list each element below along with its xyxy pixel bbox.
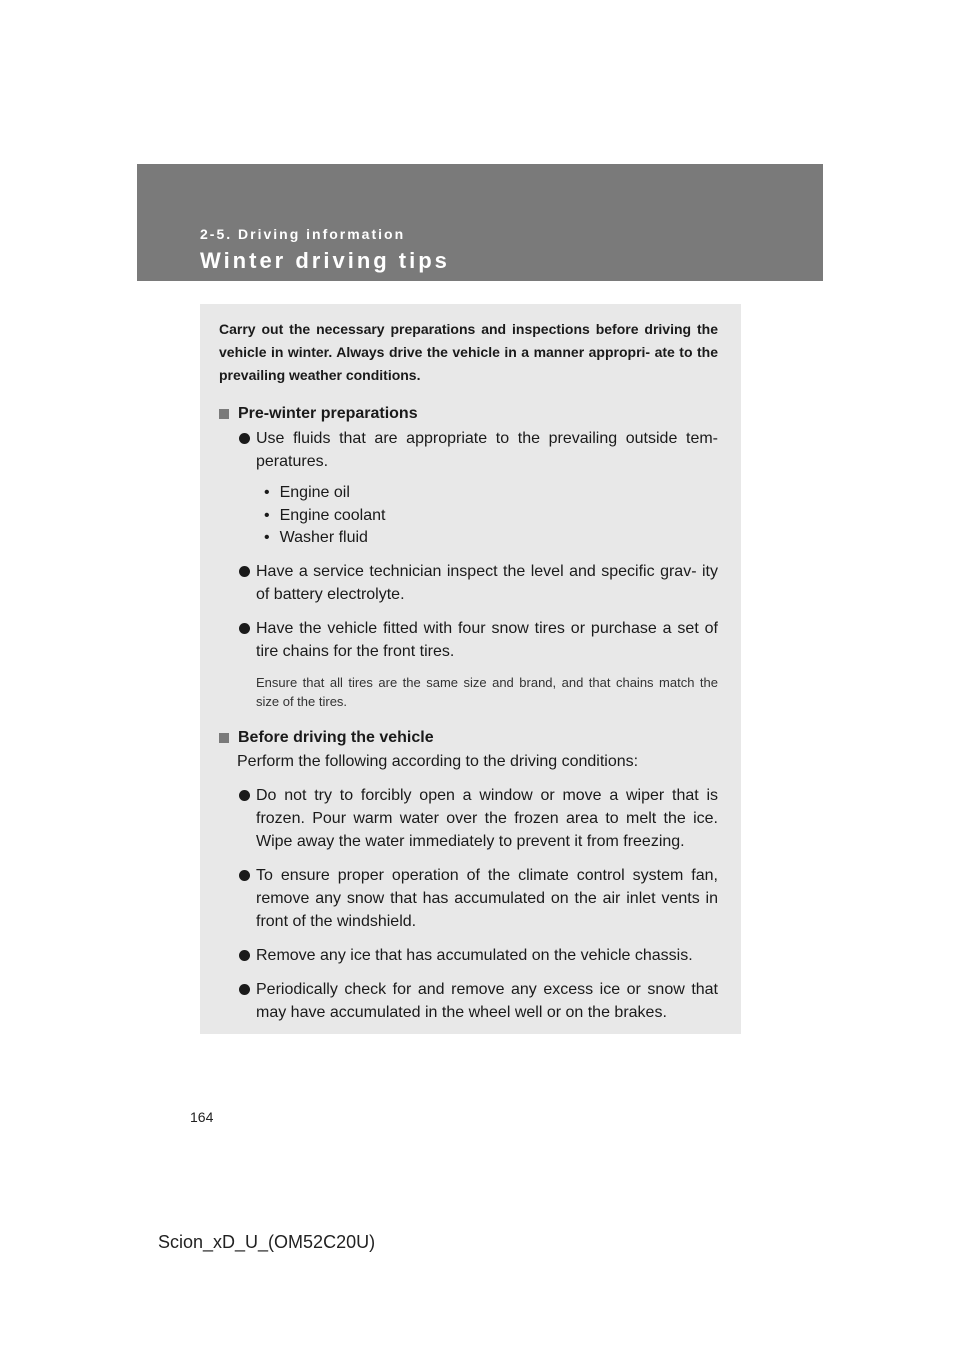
before-lead: Perform the following according to the driving conditions:	[237, 752, 639, 770]
bullet-battery: Have a service technician inspect the level and specific grav- ity of battery electrolyte.	[219, 560, 718, 606]
list-item: • Engine oil	[264, 482, 718, 505]
bullet-chassis: Remove any ice that has accumulated on the vehicle chassis.	[219, 944, 718, 967]
intro-text: Carry out the necessary preparations and inspections before driving the vehicle in winter. Always drive the vehicle in a manner appropri- ate to the prevailing weather conditions.	[219, 321, 718, 383]
content-box	[200, 304, 741, 1034]
subheading-before-driving	[219, 727, 718, 749]
header-band	[137, 164, 823, 281]
subheading-before-driving-label: Before driving the vehicle	[238, 728, 434, 746]
bullet-air-inlet: To ensure proper operation of the climate control system fan, remove any snow that has accumulated on the air inlet vents in front of the windshield.	[219, 864, 718, 933]
square-bullet-icon	[219, 409, 229, 419]
bullet-wheel-well: Periodically check for and remove any excess ice or snow that may have accumulated in the wheel well or on the brakes.	[219, 978, 718, 1024]
square-bullet-icon	[219, 733, 229, 743]
bullet-dot-icon	[239, 984, 250, 995]
list-item: • Engine coolant	[264, 505, 718, 528]
fluid-list	[219, 482, 718, 550]
bullet-dot-icon	[239, 950, 250, 961]
page-title: Winter driving tips	[200, 248, 450, 273]
subheading-prewinter-label: Pre-winter preparations	[238, 405, 418, 422]
bullet-dot-icon	[239, 870, 250, 881]
bullet-tires: Have the vehicle fitted with four snow tires or purchase a set of tire chains for the front tires.	[219, 617, 718, 663]
bullet-dot-icon	[239, 433, 250, 444]
section-label: 2-5. Driving information	[200, 226, 406, 242]
bullet-dot-icon	[239, 566, 250, 577]
bullet-frozen: Do not try to forcibly open a window or move a wiper that is frozen. Pour warm water over the frozen area to melt the ice. Wipe away the water immediately to prevent it from freezing.	[219, 784, 718, 853]
tire-note: Ensure that all tires are the same size and brand, and that chains match the size of the tires.	[256, 674, 718, 709]
page-number: 164	[190, 1109, 214, 1125]
footer-code: Scion_xD_U_(OM52C20U)	[158, 1232, 376, 1252]
subheading-prewinter	[219, 403, 718, 425]
bullet-dot-icon	[239, 623, 250, 634]
list-item: • Washer fluid	[264, 527, 718, 550]
bullet-fluids: Use fluids that are appropriate to the prevailing outside tem- peratures.	[219, 427, 718, 473]
bullet-dot-icon	[239, 790, 250, 801]
